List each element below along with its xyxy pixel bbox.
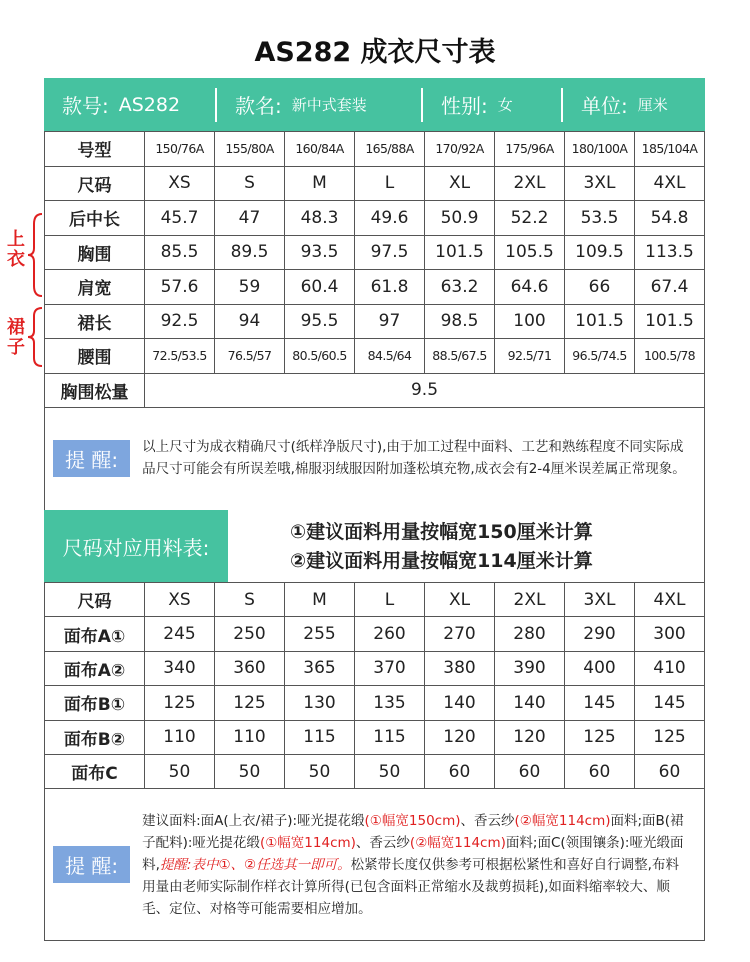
table-cell: 63.2 — [425, 270, 495, 305]
note-text: 以上尺寸为成衣精确尺寸(纸样净版尺寸),由于加工过程中面料、工艺和熟练程度不同实际成品尺寸可能会有所误差哦,棉服羽绒服因附加蓬松填充物,成衣会有2-4厘米误差属正常现象。 — [142, 439, 686, 477]
model-cell: 170/92A — [425, 132, 495, 167]
table-cell: 115 — [355, 720, 425, 754]
table-cell: 49.6 — [355, 201, 425, 236]
table-cell: 120 — [425, 720, 495, 754]
table-cell: 270 — [425, 617, 495, 651]
table-cell: 50 — [285, 754, 355, 788]
style-name-value: 新中式套装 — [291, 96, 367, 114]
table-cell: 125 — [215, 686, 285, 720]
table-cell: 340 — [145, 651, 215, 685]
table-cell: 290 — [565, 617, 635, 651]
header-bar — [44, 78, 705, 131]
note-segment: 面料;面B(裙子配料):哑光提花缎 — [142, 812, 684, 851]
table-cell: 125 — [565, 720, 635, 754]
table-cell: 370 — [355, 651, 425, 685]
brace-icon — [26, 212, 44, 298]
table-cell: 92.5/71 — [495, 339, 565, 374]
note-segment: 松紧带长度仅供参考可根据松紧性和喜好自行调整,布料用量由老师实际制作样衣计算所得(已包含面料正常缩水及裁剪损耗),如面料缩率较大、顺毛、定位、对格等可能需要相应增加。 — [142, 856, 679, 917]
table-cell: 67.4 — [635, 270, 705, 305]
table-cell: 400 — [565, 651, 635, 685]
table-cell: 54.8 — [635, 201, 705, 236]
table-cell: 47 — [215, 201, 285, 236]
table-cell: 92.5 — [145, 304, 215, 339]
model-cell: 185/104A — [635, 132, 705, 167]
table-cell: 250 — [215, 617, 285, 651]
size-cell: S — [215, 583, 285, 617]
size-cell: XS — [145, 583, 215, 617]
table-cell: 48.3 — [285, 201, 355, 236]
style-name-cell — [217, 78, 421, 131]
group-label-top: 上衣 — [7, 229, 25, 270]
table-cell: 145 — [565, 686, 635, 720]
table-cell: 60 — [495, 754, 565, 788]
ease-label: 胸围松量 — [45, 373, 145, 408]
table-cell: 140 — [425, 686, 495, 720]
size-cell: 4XL — [635, 166, 705, 201]
fabric-rule-1: ①建议面料用量按幅宽150厘米计算 — [290, 521, 593, 543]
table-cell: 110 — [145, 720, 215, 754]
table-cell: 110 — [215, 720, 285, 754]
table-cell: 50.9 — [425, 201, 495, 236]
table-cell: 50 — [215, 754, 285, 788]
size-cell: M — [285, 583, 355, 617]
brace-icon — [26, 306, 44, 368]
size-cell: 2XL — [495, 166, 565, 201]
size-row — [45, 166, 705, 201]
table-cell: 76.5/57 — [215, 339, 285, 374]
ease-value: 9.5 — [145, 373, 705, 408]
table-row — [45, 270, 705, 305]
table-row — [45, 686, 705, 720]
fabric-rules — [290, 518, 593, 576]
table-row — [45, 617, 705, 651]
table-cell: 280 — [495, 617, 565, 651]
table-cell: 380 — [425, 651, 495, 685]
table-cell: 60 — [565, 754, 635, 788]
table-cell: 60.4 — [285, 270, 355, 305]
size-table — [44, 131, 705, 408]
table-cell: 95.5 — [285, 304, 355, 339]
table-cell: 57.6 — [145, 270, 215, 305]
table-cell: 85.5 — [145, 235, 215, 270]
row-label: 后中长 — [45, 201, 145, 236]
row-label: 面布A② — [45, 651, 145, 685]
table-cell: 80.5/60.5 — [285, 339, 355, 374]
note-highlight: (②幅宽114cm) — [514, 812, 611, 829]
row-label: 裙长 — [45, 304, 145, 339]
size-label: 尺码 — [45, 583, 145, 617]
unit-value: 厘米 — [637, 96, 668, 114]
table-cell: 125 — [635, 720, 705, 754]
style-name-label: 款名: — [235, 94, 282, 118]
table-cell: 101.5 — [635, 304, 705, 339]
table-cell: 255 — [285, 617, 355, 651]
ease-row — [45, 373, 705, 408]
table-cell: 135 — [355, 686, 425, 720]
table-cell: 410 — [635, 651, 705, 685]
row-label: 腰围 — [45, 339, 145, 374]
size-cell: XS — [145, 166, 215, 201]
table-row — [45, 201, 705, 236]
table-cell: 98.5 — [425, 304, 495, 339]
model-cell: 165/88A — [355, 132, 425, 167]
note-highlight: (①幅宽114cm) — [259, 834, 356, 851]
size-cell: 3XL — [565, 583, 635, 617]
size-label: 尺码 — [45, 166, 145, 201]
note-box — [44, 406, 705, 510]
note-segment: 面料;面C(领围镶条):哑光缎面料, — [142, 834, 684, 873]
table-cell: 100 — [495, 304, 565, 339]
model-cell: 180/100A — [565, 132, 635, 167]
table-cell: 89.5 — [215, 235, 285, 270]
table-cell: 59 — [215, 270, 285, 305]
table-cell: 109.5 — [565, 235, 635, 270]
group-label-skirt: 裙子 — [7, 317, 25, 358]
fabric-title: 尺码对应用料表: — [44, 510, 228, 582]
table-cell: 93.5 — [285, 235, 355, 270]
fabric-table — [44, 582, 705, 789]
note-highlight: 提醒:表中①、②任选其一即可。 — [159, 856, 351, 873]
table-cell: 390 — [495, 651, 565, 685]
size-cell: L — [355, 166, 425, 201]
table-cell: 61.8 — [355, 270, 425, 305]
table-cell: 260 — [355, 617, 425, 651]
row-label: 肩宽 — [45, 270, 145, 305]
size-cell: 2XL — [495, 583, 565, 617]
note-segment: 、香云纱 — [460, 812, 515, 829]
row-label: 面布B② — [45, 720, 145, 754]
unit-label: 单位: — [581, 94, 628, 118]
table-row — [45, 235, 705, 270]
row-label: 胸围 — [45, 235, 145, 270]
table-cell: 45.7 — [145, 201, 215, 236]
style-no-label: 款号: — [62, 94, 109, 118]
table-row — [45, 651, 705, 685]
model-row — [45, 132, 705, 167]
table-cell: 105.5 — [495, 235, 565, 270]
table-cell: 72.5/53.5 — [145, 339, 215, 374]
note-highlight: (①幅宽150cm) — [364, 812, 461, 829]
table-cell: 97.5 — [355, 235, 425, 270]
size-cell: XL — [425, 583, 495, 617]
table-cell: 50 — [145, 754, 215, 788]
size-cell: 3XL — [565, 166, 635, 201]
size-cell: S — [215, 166, 285, 201]
model-label: 号型 — [45, 132, 145, 167]
table-cell: 60 — [425, 754, 495, 788]
table-cell: 50 — [355, 754, 425, 788]
gender-cell — [423, 78, 561, 131]
table-cell: 140 — [495, 686, 565, 720]
table-cell: 360 — [215, 651, 285, 685]
table-cell: 130 — [285, 686, 355, 720]
table-cell: 365 — [285, 651, 355, 685]
row-label: 面布C — [45, 754, 145, 788]
model-cell: 150/76A — [145, 132, 215, 167]
table-cell: 53.5 — [565, 201, 635, 236]
table-cell: 113.5 — [635, 235, 705, 270]
model-cell: 160/84A — [285, 132, 355, 167]
note-badge: 提 醒: — [53, 440, 130, 477]
table-cell: 300 — [635, 617, 705, 651]
table-cell: 245 — [145, 617, 215, 651]
table-cell: 115 — [285, 720, 355, 754]
table-cell: 88.5/67.5 — [425, 339, 495, 374]
size-cell: 4XL — [635, 583, 705, 617]
note-box — [44, 788, 705, 941]
table-cell: 64.6 — [495, 270, 565, 305]
gender-value: 女 — [497, 96, 513, 114]
gender-label: 性别: — [441, 94, 488, 118]
model-cell: 155/80A — [215, 132, 285, 167]
model-cell: 175/96A — [495, 132, 565, 167]
style-no-value: AS282 — [118, 93, 181, 116]
table-cell: 145 — [635, 686, 705, 720]
table-cell: 52.2 — [495, 201, 565, 236]
table-cell: 97 — [355, 304, 425, 339]
table-cell: 60 — [635, 754, 705, 788]
table-cell: 100.5/78 — [635, 339, 705, 374]
table-row — [45, 304, 705, 339]
table-cell: 101.5 — [565, 304, 635, 339]
table-cell: 66 — [565, 270, 635, 305]
row-label: 面布A① — [45, 617, 145, 651]
table-row — [45, 754, 705, 788]
unit-cell — [563, 78, 705, 131]
fabric-rule-2: ②建议面料用量按幅宽114厘米计算 — [290, 550, 593, 572]
note-text — [142, 810, 690, 920]
table-cell: 125 — [145, 686, 215, 720]
table-cell: 84.5/64 — [355, 339, 425, 374]
size-cell: M — [285, 166, 355, 201]
note-segment: 、香云纱 — [355, 834, 410, 851]
note-highlight: (②幅宽114cm) — [409, 834, 506, 851]
table-row — [45, 339, 705, 374]
table-cell: 94 — [215, 304, 285, 339]
size-cell: L — [355, 583, 425, 617]
size-cell: XL — [425, 166, 495, 201]
table-cell: 101.5 — [425, 235, 495, 270]
note-segment: 建议面料:面A(上衣/裙子):哑光提花缎 — [142, 812, 365, 829]
table-cell: 120 — [495, 720, 565, 754]
size-row — [45, 583, 705, 617]
fabric-header — [44, 510, 705, 582]
table-row — [45, 720, 705, 754]
note-badge: 提 醒: — [53, 846, 130, 883]
row-label: 面布B① — [45, 686, 145, 720]
page-title: AS282 成衣尺寸表 — [254, 37, 496, 68]
style-no-cell — [44, 78, 215, 131]
table-cell: 96.5/74.5 — [565, 339, 635, 374]
